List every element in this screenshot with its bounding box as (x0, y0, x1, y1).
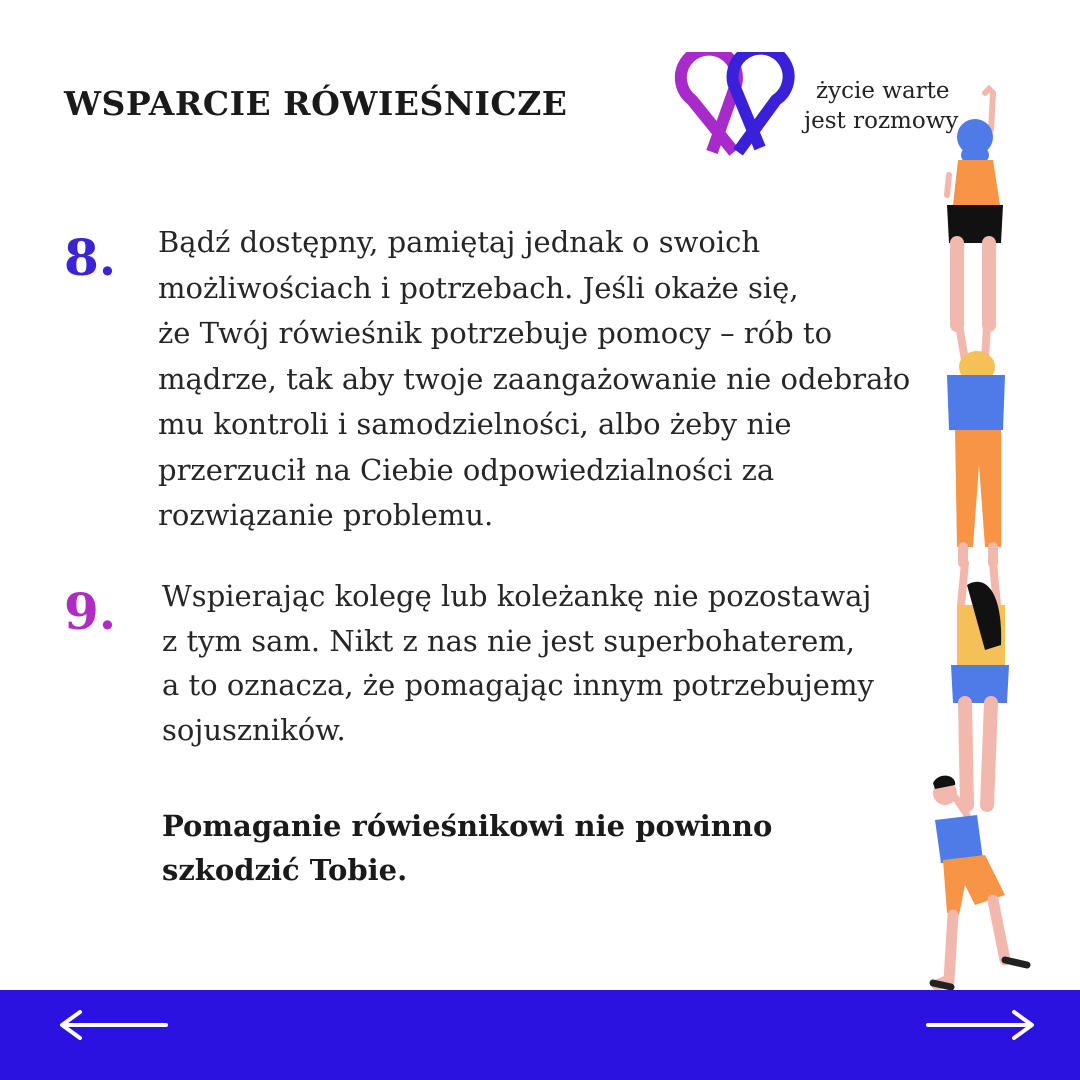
text-line: Wspierając kolegę lub koleżankę nie pozostawaj (162, 579, 872, 613)
text-line: z tym sam. Nikt z nas nie jest superbohaterem, (162, 623, 855, 658)
text-line: Bądź dostępny, pamiętaj jednak o swoich (158, 225, 761, 259)
item-9-number: 9. (64, 582, 117, 641)
text-line: mu kontroli i samodzielności, albo żeby nie (158, 407, 792, 441)
emphasis-text (162, 804, 862, 892)
item-8-text (158, 220, 911, 539)
text-line: rozwiązanie problemu. (158, 498, 494, 532)
text-line: przerzucił na Ciebie odpowiedzialności za (158, 452, 775, 487)
page-title: WSPARCIE RÓWIEŚNICZE (64, 84, 568, 123)
arrow-right-icon[interactable] (926, 1008, 1036, 1042)
logo-line-2: jest rozmowy (804, 108, 959, 134)
human-tower-illustration-icon (925, 85, 1040, 995)
text-line: sojuszników. (162, 712, 346, 747)
text-line: mądrze, tak aby twoje zaangażowanie nie odebrało (158, 361, 911, 396)
item-9-text (162, 574, 882, 752)
text-line: możliwościach i potrzebach. Jeśli okaże się, (158, 270, 799, 305)
text-line: że Twój rówieśnik potrzebuje pomocy – rób to (158, 316, 833, 350)
footer-bar (0, 990, 1080, 1080)
text-line: a to oznacza, że pomagając innym potrzebujemy (162, 668, 874, 702)
item-8-number: 8. (64, 228, 117, 287)
arrow-left-icon[interactable] (58, 1008, 168, 1042)
logo-line-1: życie warte (816, 78, 950, 104)
emphasis-line: szkodzić Tobie. (162, 853, 408, 887)
ribbons-logo-icon (672, 52, 812, 162)
emphasis-line: Pomaganie rówieśnikowi nie powinno (162, 809, 773, 843)
